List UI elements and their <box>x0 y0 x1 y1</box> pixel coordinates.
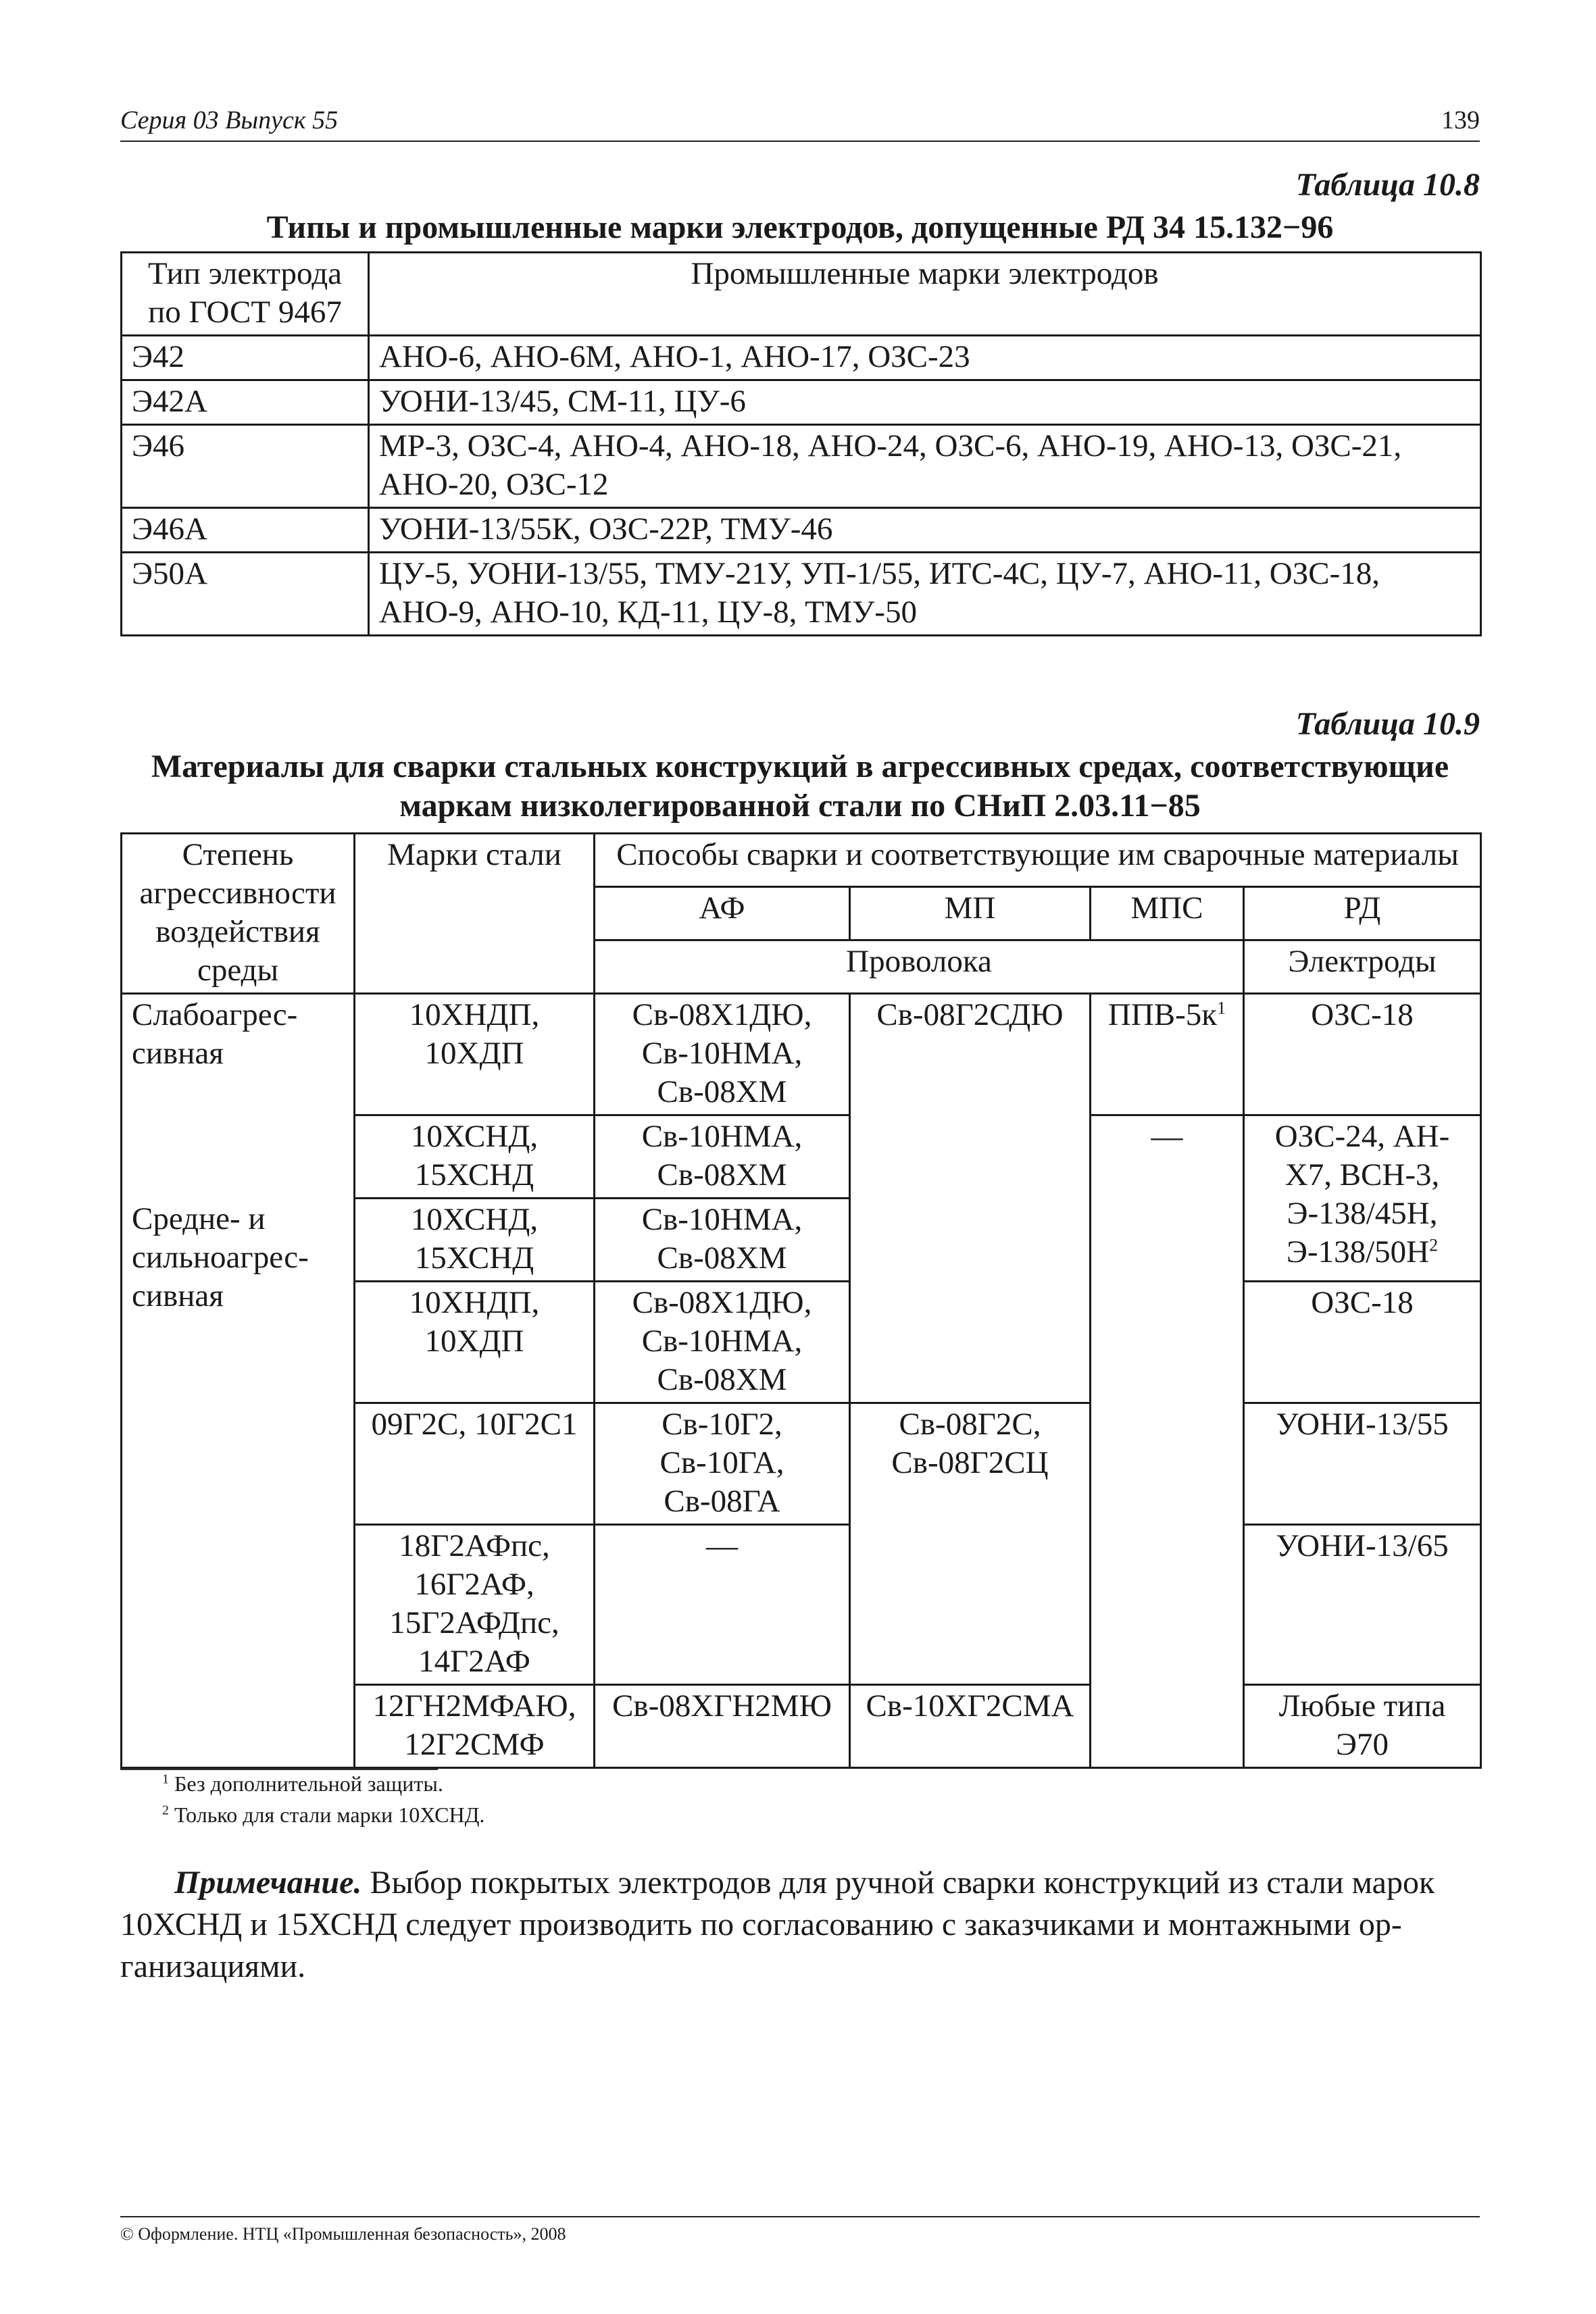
af-material-cell: Св-08Х1ДЮ, Св-10НМА, Св-08ХМ <box>595 1282 850 1403</box>
table-10-9 <box>120 832 1482 1769</box>
header-wire: Проволока <box>595 940 1244 994</box>
electrode-type-cell: Э46А <box>122 508 369 553</box>
table-10-9-title <box>120 747 1480 826</box>
footnote-rule <box>120 1769 438 1770</box>
steel-grade-cell: 10ХНДП, 10ХДП <box>355 1282 595 1403</box>
mp-material-cell: Св-08Г2С, Св-08Г2СЦ <box>850 1403 1091 1685</box>
steel-grade-cell: 18Г2АФпс, 16Г2АФ, 15Г2АФДпс, 14Г2АФ <box>355 1525 595 1685</box>
table-10-9-title-line-2: маркам низколегированной стали по СНиП 2.03.11−85 <box>399 788 1201 824</box>
header-electrode-type: Тип электрода по ГОСТ 9467 <box>122 253 369 336</box>
brands-cell: АНО-6, АНО-6М, АНО-1, АНО-17, ОЗС-23 <box>369 336 1481 380</box>
footnote-mark: 2 <box>162 1803 169 1818</box>
mp-material-cell: Св-08Г2СДЮ <box>850 994 1091 1403</box>
brands-cell: МР-3, ОЗС-4, АНО-4, АНО-18, АНО-24, ОЗС-6, АНО-19, АНО-13, ОЗС-21, АНО-20, ОЗС-12 <box>369 425 1481 508</box>
aggressiveness-medium-strong-cell: Средне- и сильноагрес-сивная <box>122 1199 355 1768</box>
table-row <box>122 380 1481 425</box>
running-header-series: Серия 03 Выпуск 55 <box>120 106 339 134</box>
table-row <box>122 508 1481 553</box>
steel-grade-cell: 12ГН2МФАЮ, 12Г2СМФ <box>355 1685 595 1768</box>
brands-cell: УОНИ-13/45, СМ-11, ЦУ-6 <box>369 380 1481 425</box>
header-steel-grades: Марки стали <box>355 834 595 994</box>
rd-electrode-cell <box>1244 1115 1481 1282</box>
af-material-cell: Св-10НМА, Св-08ХМ <box>595 1199 850 1282</box>
steel-grade-cell: 10ХНДП, 10ХДП <box>355 994 595 1115</box>
rd-electrode-cell: ОЗС-18 <box>1244 994 1481 1115</box>
table-10-8-title: Типы и промышленные марки электродов, допущенные РД 34 15.132−96 <box>266 209 1334 245</box>
header-mps: МПС <box>1091 887 1244 940</box>
rd-electrode-cell: УОНИ-13/65 <box>1244 1525 1481 1685</box>
electrode-type-cell: Э42А <box>122 380 369 425</box>
rd-electrode-text: ОЗС-24, АН-Х7, ВСН-3, Э-138/45Н, Э-138/50Н <box>1274 1119 1450 1269</box>
rd-electrode-cell: Любые типа Э70 <box>1244 1685 1481 1768</box>
footnote-text: Без дополнительной защиты. <box>174 1771 443 1796</box>
table-10-9-caption: Таблица 10.9 <box>1295 706 1480 742</box>
header-welding-methods: Способы сварки и соответствующие им сварочные материалы <box>595 834 1481 887</box>
af-material-cell: Св-10НМА, Св-08ХМ <box>595 1115 850 1199</box>
table-row <box>122 425 1481 508</box>
header-rule <box>120 141 1480 142</box>
footnote-2 <box>162 1803 484 1828</box>
page-number: 139 <box>1441 106 1480 134</box>
af-material-cell: Св-08ХГН2МЮ <box>595 1685 850 1768</box>
mps-material-cell: — <box>1091 1115 1244 1768</box>
table-10-8 <box>120 251 1482 636</box>
electrode-type-cell: Э50А <box>122 553 369 636</box>
af-material-cell: — <box>595 1525 850 1685</box>
electrode-type-cell: Э46 <box>122 425 369 508</box>
header-industrial-brands: Промышленные марки электродов <box>369 253 1481 336</box>
header-electrodes: Электроды <box>1244 940 1481 994</box>
steel-grade-cell: 10ХСНД, 15ХСНД <box>355 1199 595 1282</box>
footnote-text: Только для стали марки 10ХСНД. <box>174 1803 485 1827</box>
note-paragraph <box>120 1862 1480 1988</box>
electrode-type-cell: Э42 <box>122 336 369 380</box>
footnote-1 <box>162 1771 443 1796</box>
footnote-ref-2: 2 <box>1429 1235 1439 1255</box>
table-row <box>122 553 1481 636</box>
footnote-mark: 1 <box>162 1771 169 1787</box>
table-header-row <box>122 253 1481 336</box>
rd-electrode-cell: УОНИ-13/55 <box>1244 1403 1481 1525</box>
header-af: АФ <box>595 887 850 940</box>
note-label: Примечание. <box>174 1865 362 1901</box>
table-row <box>122 994 1481 1115</box>
steel-grade-cell: 10ХСНД, 15ХСНД <box>355 1115 595 1199</box>
table-row <box>122 336 1481 380</box>
header-aggressiveness-degree: Степень агрессивности воздействия среды <box>122 834 355 994</box>
mp-material-cell: Св-10ХГ2СМА <box>850 1685 1091 1768</box>
mps-material-text: ППВ-5к <box>1107 997 1218 1032</box>
table-10-9-title-line-1: Материалы для сварки стальных конструкций в агрессивных средах, соответствующие <box>151 749 1449 784</box>
header-mp: МП <box>850 887 1091 940</box>
note-text: Выбор покрытых электродов для ручной сварки конструкций из стали марок 10ХСНД и 15ХСНД следует производить по согласованию с заказчиками и монтажными ор-ганизациями. <box>120 1865 1435 1984</box>
rd-electrode-cell: ОЗС-18 <box>1244 1282 1481 1403</box>
steel-grade-cell: 09Г2С, 10Г2С1 <box>355 1403 595 1525</box>
footer-rule <box>120 2216 1480 2217</box>
table-header-row <box>122 834 1481 887</box>
aggressiveness-weak-cell: Слабоагрес-сивная <box>122 994 355 1199</box>
af-material-cell: Св-10Г2, Св-10ГА, Св-08ГА <box>595 1403 850 1525</box>
mps-material-cell <box>1091 994 1244 1115</box>
copyright-footer: © Оформление. НТЦ «Промышленная безопасность», 2008 <box>120 2224 566 2244</box>
table-10-8-caption: Таблица 10.8 <box>1295 167 1480 203</box>
af-material-cell: Св-08Х1ДЮ, Св-10НМА, Св-08ХМ <box>595 994 850 1115</box>
brands-cell: ЦУ-5, УОНИ-13/55, ТМУ-21У, УП-1/55, ИТС-4С, ЦУ-7, АНО-11, ОЗС-18, АНО-9, АНО-10, КД-11, ЦУ-8, ТМУ-50 <box>369 553 1481 636</box>
header-rd: РД <box>1244 887 1481 940</box>
brands-cell: УОНИ-13/55К, ОЗС-22Р, ТМУ-46 <box>369 508 1481 553</box>
footnote-ref-1: 1 <box>1217 998 1226 1018</box>
